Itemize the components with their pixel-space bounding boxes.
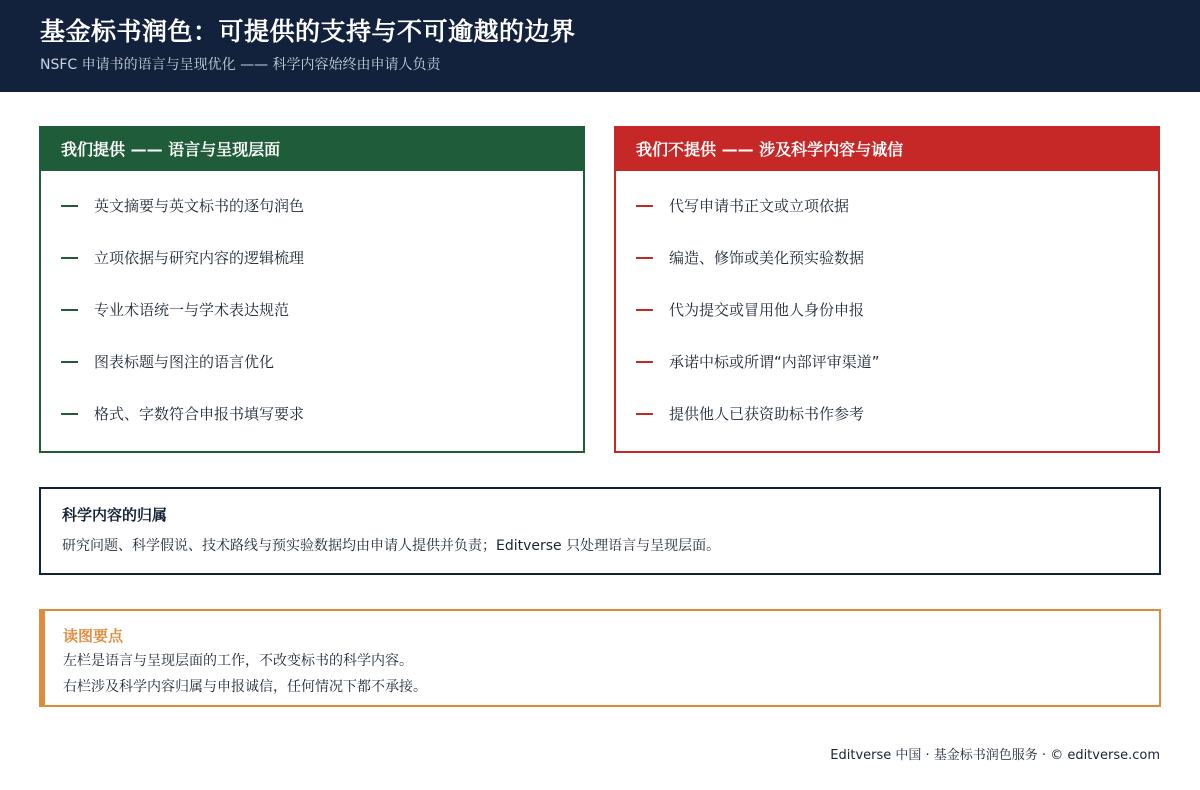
list-item-text: 代为提交或冒用他人身份申报: [669, 301, 865, 319]
list-item-text: 代写申请书正文或立项依据: [669, 197, 850, 215]
page-title: 基金标书润色：可提供的支持与不可逾越的边界: [40, 17, 576, 46]
dash-icon: [636, 309, 653, 311]
list-item: [616, 299, 1158, 351]
dash-icon: [61, 257, 78, 259]
dash-icon: [61, 205, 78, 207]
list-item: [616, 403, 1158, 455]
not-provide-panel: [614, 126, 1160, 453]
reading-note-line: 右栏涉及科学内容归属与申报诚信，任何情况下都不承接。: [63, 679, 427, 695]
list-item: [41, 195, 583, 247]
not-provide-list: [616, 171, 1158, 455]
list-item-text: 专业术语统一与学术表达规范: [94, 301, 290, 319]
list-item-text: 英文摘要与英文标书的逐句润色: [94, 197, 305, 215]
dash-icon: [61, 309, 78, 311]
list-item-text: 提供他人已获资助标书作参考: [669, 405, 865, 423]
ownership-box: [39, 487, 1161, 575]
reading-note-line: 左栏是语言与呈现层面的工作，不改变标书的科学内容。: [63, 653, 413, 669]
reading-note-box: [39, 609, 1161, 707]
ownership-text: 研究问题、科学假说、技术路线与预实验数据均由申请人提供并负责；Editverse 只处理语言与呈现层面。: [62, 538, 721, 554]
page-header: [0, 0, 1200, 92]
provide-list: [41, 171, 583, 455]
dash-icon: [61, 361, 78, 363]
list-item: [616, 247, 1158, 299]
provide-heading: 我们提供 —— 语言与呈现层面: [41, 128, 583, 171]
list-item-text: 承诺中标或所谓“内部评审渠道”: [669, 353, 880, 371]
list-item-text: 图表标题与图注的语言优化: [94, 353, 275, 371]
dash-icon: [636, 413, 653, 415]
page-subtitle: NSFC 申请书的语言与呈现优化 —— 科学内容始终由申请人负责: [40, 57, 441, 73]
list-item: [41, 403, 583, 455]
reading-note-title: 读图要点: [63, 627, 124, 645]
not-provide-heading: 我们不提供 —— 涉及科学内容与诚信: [616, 128, 1158, 171]
list-item-text: 立项依据与研究内容的逻辑梳理: [94, 249, 305, 267]
list-item: [41, 351, 583, 403]
list-item: [41, 247, 583, 299]
dash-icon: [636, 361, 653, 363]
list-item-text: 格式、字数符合申报书填写要求: [94, 405, 305, 423]
list-item: [616, 351, 1158, 403]
provide-panel: [39, 126, 585, 453]
footer-credit: Editverse 中国 · 基金标书润色服务 · © editverse.com: [830, 748, 1160, 763]
dash-icon: [636, 257, 653, 259]
list-item: [616, 195, 1158, 247]
ownership-title: 科学内容的归属: [62, 506, 168, 524]
dash-icon: [636, 205, 653, 207]
list-item-text: 编造、修饰或美化预实验数据: [669, 249, 865, 267]
dash-icon: [61, 413, 78, 415]
list-item: [41, 299, 583, 351]
